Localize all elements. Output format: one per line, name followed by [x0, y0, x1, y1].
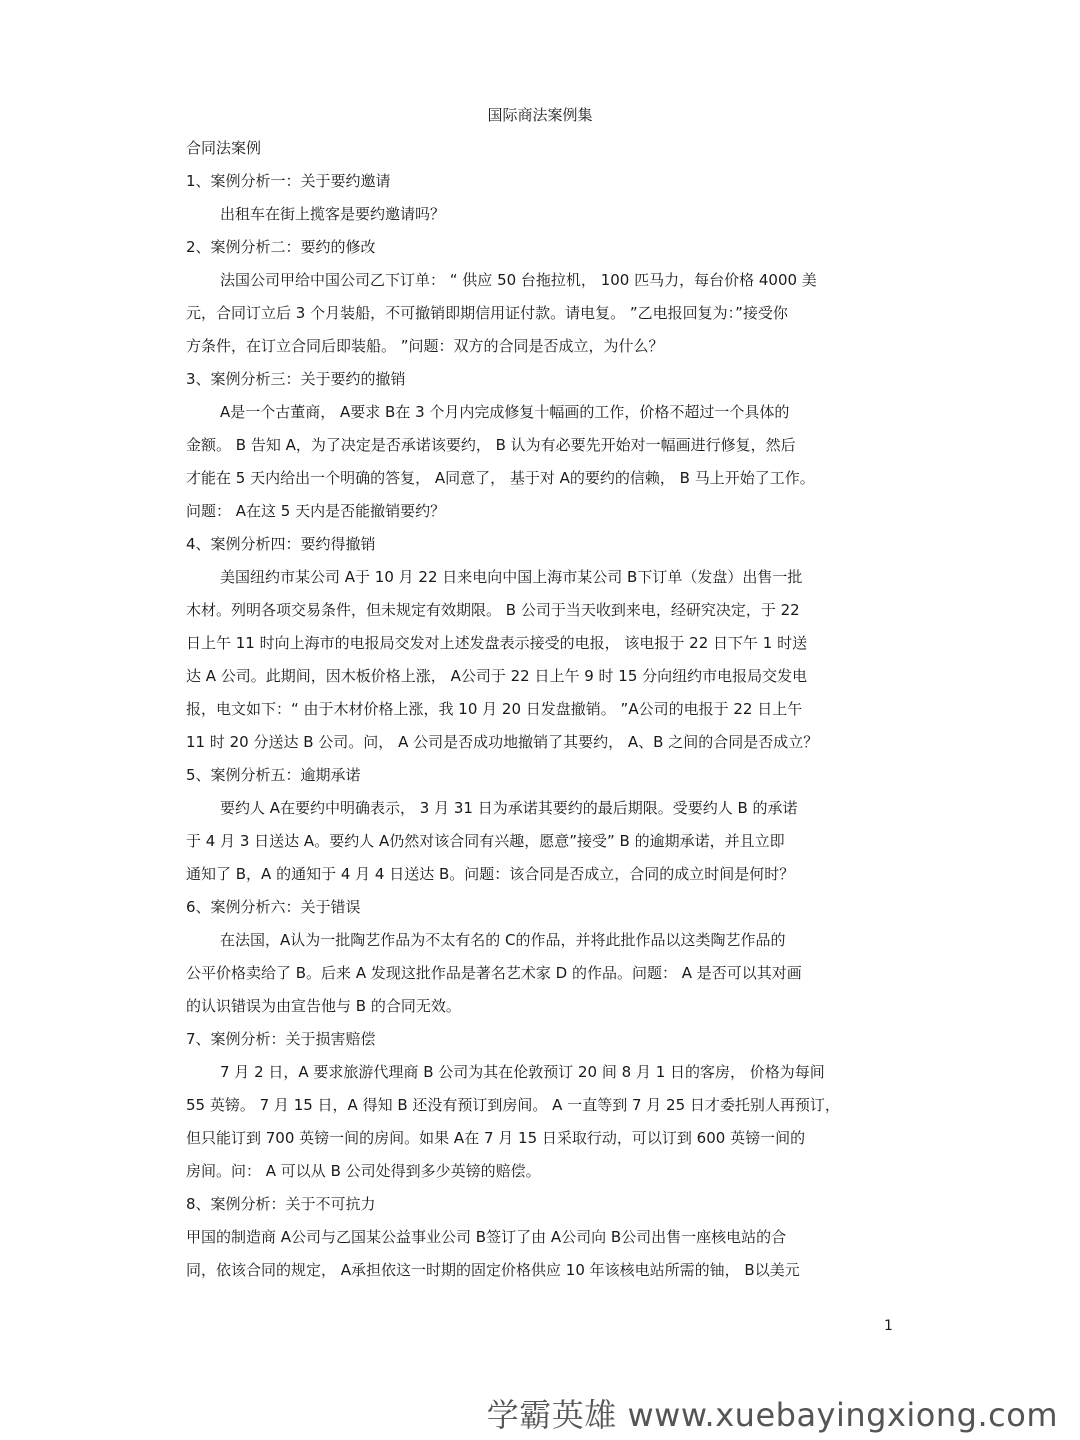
body-line: 出租车在街上揽客是要约邀请吗？ — [220, 205, 446, 223]
case-heading: 4、案例分析四：要约得撤销 — [186, 535, 376, 553]
body-line: 要约人 A在要约中明确表示， 3 月 31 日为承诺其要约的最后期限。受要约人 B 的承诺 — [220, 799, 798, 817]
body-line: 木材。列明各项交易条件，但未规定有效期限。 B 公司于当天收到来电，经研究决定，于 22 — [186, 601, 800, 619]
page-number: 1 — [884, 1318, 893, 1334]
document-title: 国际商法案例集 — [487, 106, 593, 124]
body-line: 日上午 11 时向上海市的电报局交发对上述发盘表示接受的电报， 该电报于 22 日下午 1 时送 — [186, 634, 808, 652]
body-line: 同，依该合同的规定， A承担依这一时期的固定价格供应 10 年该核电站所需的铀， B以美元 — [186, 1261, 800, 1279]
case-heading: 合同法案例 — [186, 139, 262, 157]
body-line: 问题： A在这 5 天内是否能撤销要约？ — [186, 502, 446, 520]
body-line: 才能在 5 天内给出一个明确的答复， A同意了， 基于对 A的要约的信赖， B 马上开始了工作。 — [186, 469, 815, 487]
site-watermark: 学霸英雄 www.xuebayingxiong.com — [486, 1396, 1058, 1434]
case-heading: 5、案例分析五：逾期承诺 — [186, 766, 361, 784]
body-line: A是一个古董商， A要求 B在 3 个月内完成修复十幅画的工作，价格不超过一个具体的 — [220, 403, 790, 421]
case-heading: 2、案例分析二：要约的修改 — [186, 238, 376, 256]
body-line: 法国公司甲给中国公司乙下订单： “ 供应 50 台拖拉机， 100 匹马力，每台价格 4000 美 — [220, 271, 817, 289]
body-line: 11 时 20 分送达 B 公司。问， A 公司是否成功地撤销了其要约， A、B 之间的合同是否成立？ — [186, 733, 819, 751]
body-line: 7 月 2 日，A 要求旅游代理商 B 公司为其在伦敦预订 20 间 8 月 1 日的客房， 价格为每间 — [220, 1063, 825, 1081]
body-line: 于 4 月 3 日送达 A。要约人 A仍然对该合同有兴趣，愿意”接受” B 的逾期承诺，并且立即 — [186, 832, 785, 850]
case-heading: 7、案例分析：关于损害赔偿 — [186, 1030, 376, 1048]
body-line: 但只能订到 700 英镑一间的房间。如果 A在 7 月 15 日采取行动，可以订到 600 英镑一间的 — [186, 1129, 806, 1147]
body-line: 达 A 公司。此期间，因木板价格上涨， A公司于 22 日上午 9 时 15 分向纽约市电报局交发电 — [186, 667, 808, 685]
body-line: 的认识错误为由宣告他与 B 的合同无效。 — [186, 997, 461, 1015]
body-line: 公平价格卖给了 B。后来 A 发现这批作品是著名艺术家 D 的作品。问题： A 是否可以其对画 — [186, 964, 802, 982]
document-body — [186, 132, 896, 1287]
body-line: 美国纽约市某公司 A于 10 月 22 日来电向中国上海市某公司 B下订单（发盘）出售一批 — [220, 568, 803, 586]
case-heading: 1、案例分析一：关于要约邀请 — [186, 172, 391, 190]
body-line: 方条件，在订立合同后即装船。 ”问题：双方的合同是否成立，为什么？ — [186, 337, 664, 355]
body-line: 房间。问： A 可以从 B 公司处得到多少英镑的赔偿。 — [186, 1162, 541, 1180]
body-line: 通知了 B，A 的通知于 4 月 4 日送达 B。问题：该合同是否成立，合同的成立时间是何时？ — [186, 865, 795, 883]
body-line: 报，电文如下：“ 由于木材价格上涨，我 10 月 20 日发盘撤销。 ”A公司的电报于 22 日上午 — [186, 700, 803, 718]
body-line: 甲国的制造商 A公司与乙国某公益事业公司 B签订了由 A公司向 B公司出售一座核电站的合 — [186, 1228, 787, 1246]
case-heading: 8、案例分析：关于不可抗力 — [186, 1195, 376, 1213]
body-line: 55 英镑。 7 月 15 日，A 得知 B 还没有预订到房间。 A 一直等到 7 月 25 日才委托别人再预订， — [186, 1096, 840, 1114]
body-line: 在法国，A认为一批陶艺作品为不太有名的 C的作品，并将此批作品以这类陶艺作品的 — [220, 931, 786, 949]
case-heading: 3、案例分析三：关于要约的撤销 — [186, 370, 406, 388]
case-heading: 6、案例分析六：关于错误 — [186, 898, 361, 916]
body-line: 元，合同订立后 3 个月装船，不可撤销即期信用证付款。请电复。 ”乙电报回复为：”接受你 — [186, 304, 788, 322]
body-line: 金额。 B 告知 A，为了决定是否承诺该要约， B 认为有必要先开始对一幅画进行修复，然后 — [186, 436, 796, 454]
